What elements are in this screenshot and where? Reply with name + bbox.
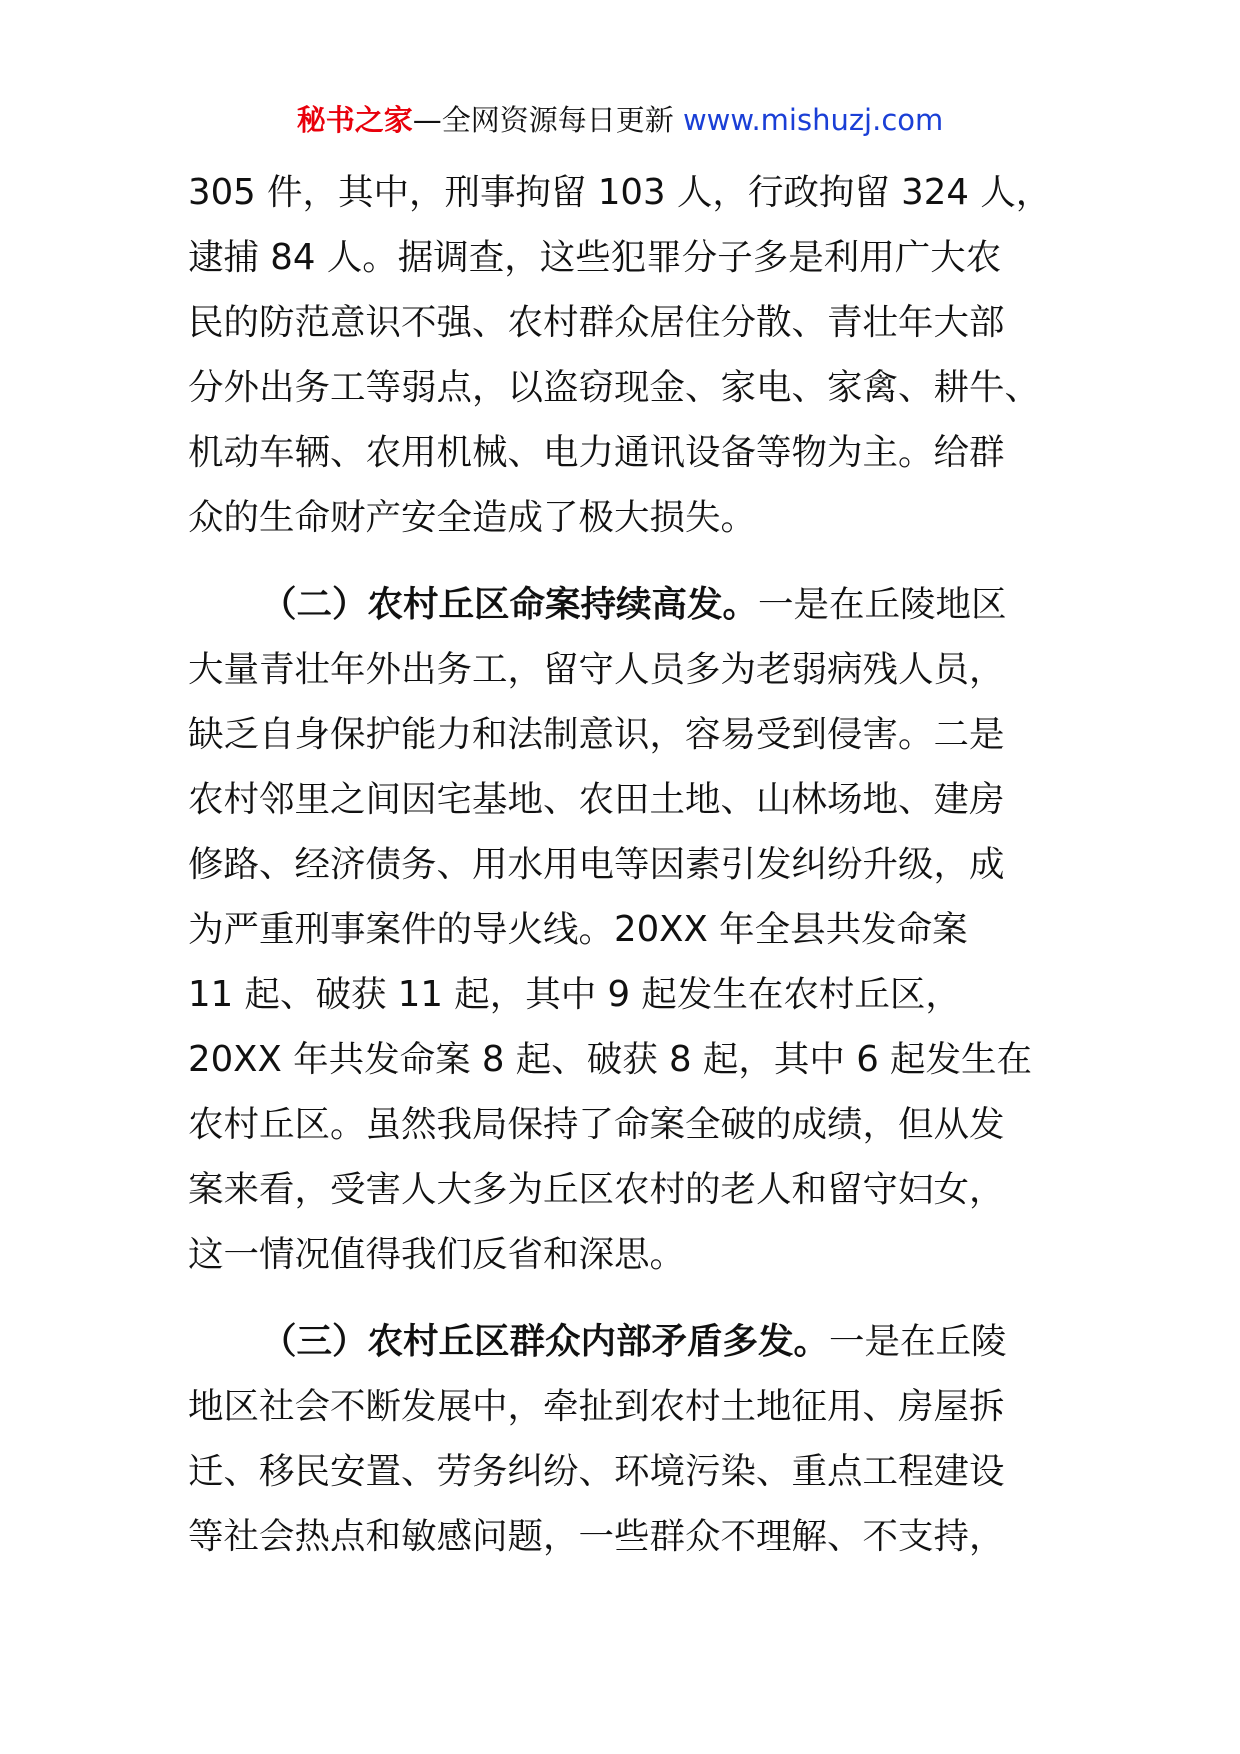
text-line: 机动车辆、农用机械、电力通讯设备等物为主。给群 (188, 432, 1005, 473)
text-line: 迁、移民安置、劳务纠纷、环境污染、重点工程建设 (188, 1451, 1005, 1492)
text-line: 一是在丘陵地区 (758, 584, 1007, 625)
text-line: 这一情况值得我们反省和深思。 (188, 1234, 686, 1275)
paragraph-1 (188, 160, 1068, 550)
text-line: 地区社会不断发展中，牵扯到农村土地征用、房屋拆 (188, 1386, 1005, 1427)
text-line: 民的防范意识不强、农村群众居住分散、青壮年大部 (188, 302, 1005, 343)
paragraph-2 (188, 572, 1068, 1287)
text-line: 农村丘区。虽然我局保持了命案全破的成绩，但从发 (188, 1104, 1005, 1145)
header-tagline: —全网资源每日更新 (412, 103, 683, 137)
text-line: 农村邻里之间因宅基地、农田土地、山林场地、建房 (188, 779, 1005, 820)
text-line: 305 件，其中，刑事拘留 103 人，行政拘留 324 人， (188, 172, 1052, 213)
text-line: 为严重刑事案件的导火线。20XX 年全县共发命案 (188, 909, 968, 950)
text-line: 案来看，受害人大多为丘区农村的老人和留守妇女， (188, 1169, 1005, 1210)
text-line: 缺乏自身保护能力和法制意识，容易受到侵害。二是 (188, 714, 1005, 755)
paragraph-first-line (188, 1309, 1068, 1374)
header-site-link[interactable]: www.mishuzj.com (682, 103, 944, 137)
section-heading: （三）农村丘区群众内部矛盾多发。 (261, 1321, 830, 1362)
document-body (188, 160, 1068, 1569)
section-heading: （二）农村丘区命案持续高发。 (261, 584, 759, 625)
text-line: 一是在丘陵 (829, 1321, 1007, 1362)
paragraph-3 (188, 1309, 1068, 1569)
page-header (0, 100, 1240, 140)
text-line: 逮捕 84 人。据调查，这些犯罪分子多是利用广大农 (188, 237, 1002, 278)
text-line: 修路、经济债务、用水用电等因素引发纠纷升级，成 (188, 844, 1005, 885)
text-line: 大量青壮年外出务工，留守人员多为老弱病残人员， (188, 649, 1005, 690)
text-line: 等社会热点和敏感问题，一些群众不理解、不支持， (188, 1516, 1005, 1557)
text-line: 分外出务工等弱点，以盗窃现金、家电、家禽、耕牛、 (188, 367, 1041, 408)
header-brand: 秘书之家 (296, 103, 413, 137)
text-line: 11 起、破获 11 起，其中 9 起发生在农村丘区， (188, 974, 961, 1015)
text-line: 众的生命财产安全造成了极大损失。 (188, 497, 757, 538)
text-line: 20XX 年共发命案 8 起、破获 8 起，其中 6 起发生在 (188, 1039, 1033, 1080)
paragraph-first-line (188, 572, 1068, 637)
